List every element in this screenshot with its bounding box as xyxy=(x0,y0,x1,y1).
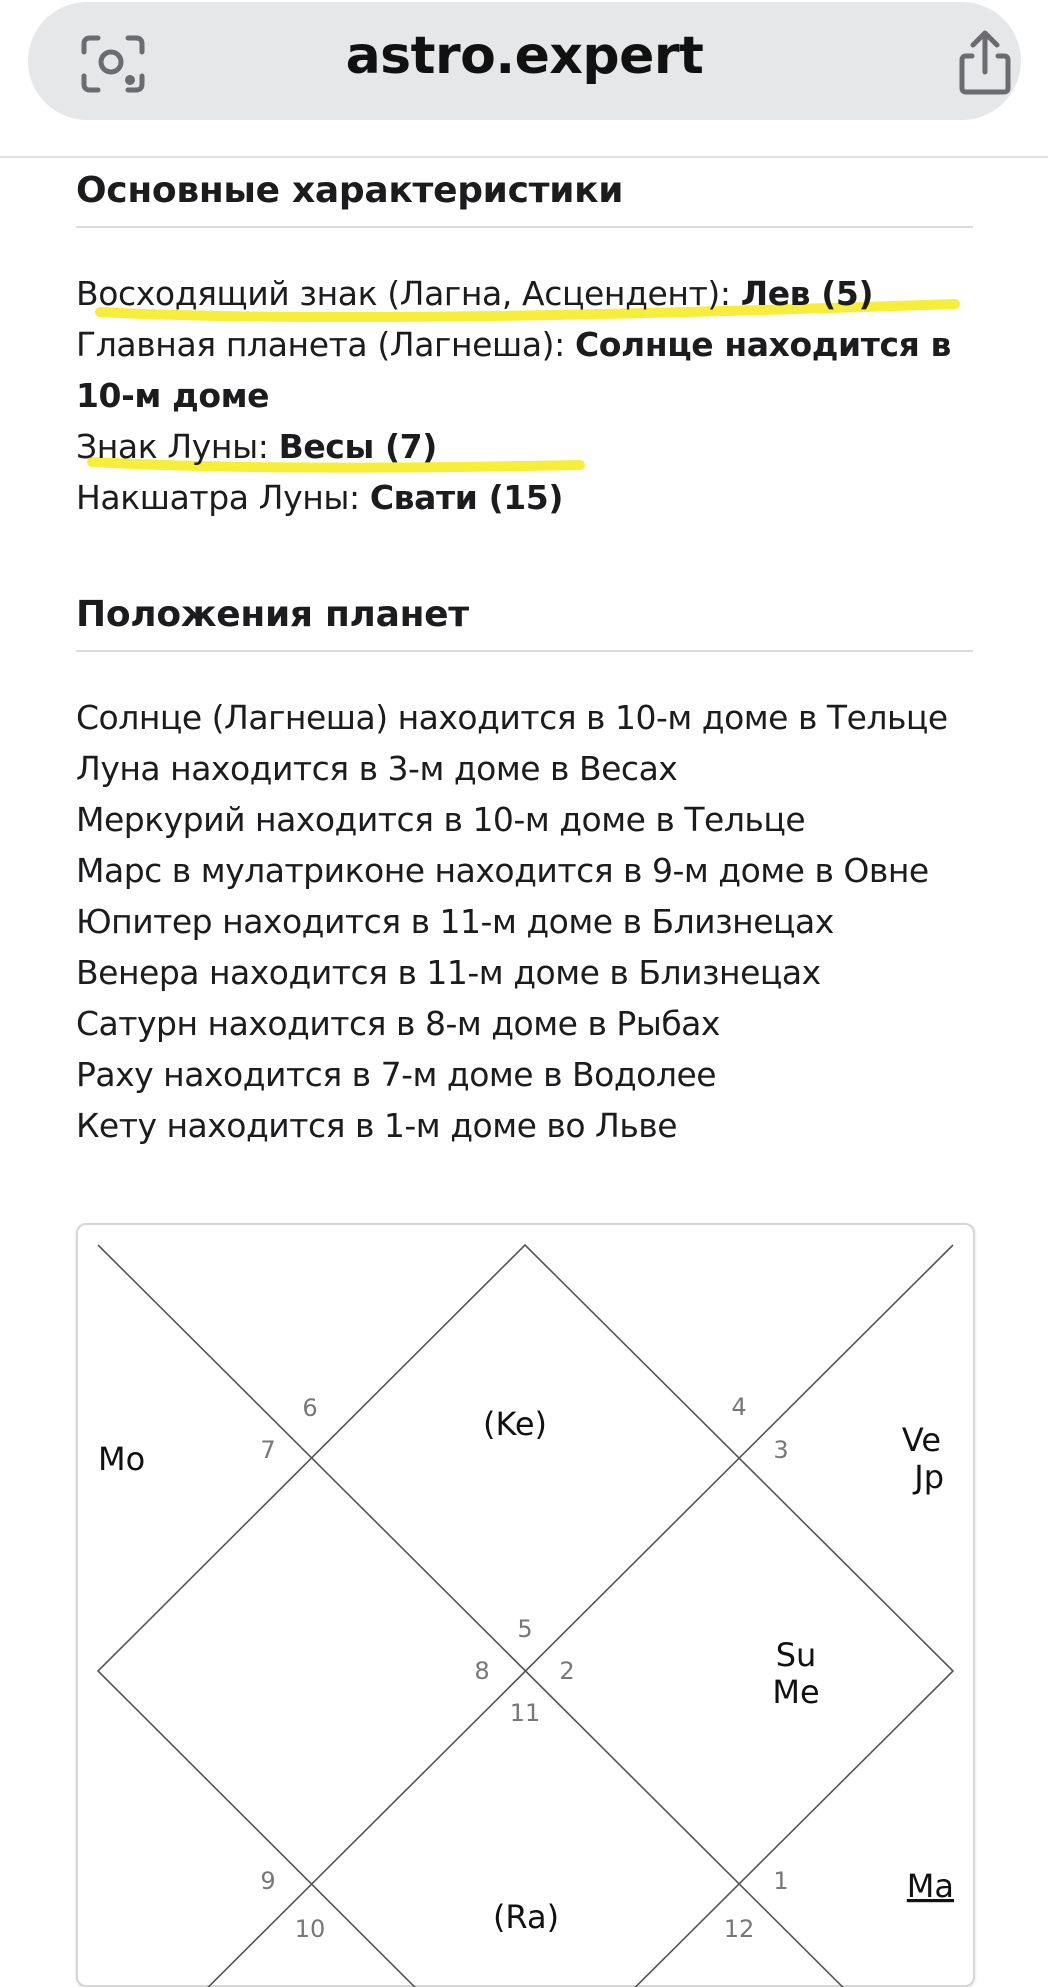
ascendant-label: Восходящий знак (Лагна, Асцендент): xyxy=(76,274,741,313)
address-bar[interactable] xyxy=(28,2,1021,120)
sign-number: 2 xyxy=(559,1657,575,1685)
planet-position-line: Сатурн находится в 8-м доме в Рыбах xyxy=(76,1004,720,1043)
planet-jupiter-label: Jp xyxy=(914,1458,944,1496)
planet-mercury-label: Me xyxy=(772,1673,820,1711)
sign-number: 11 xyxy=(509,1699,541,1727)
characteristics-divider xyxy=(76,226,973,228)
planet-position-line: Луна находится в 3-м доме в Весах xyxy=(76,749,678,788)
share-icon[interactable] xyxy=(950,28,1020,98)
sign-number: 8 xyxy=(474,1657,490,1685)
moon-sign-label: Знак Луны: xyxy=(76,427,279,466)
planet-positions-list xyxy=(76,692,1006,1151)
planet-moon-label: Mo xyxy=(98,1440,146,1478)
sign-number: 6 xyxy=(302,1394,318,1422)
planet-position-line: Раху находится в 7-м доме в Водолее xyxy=(76,1055,717,1094)
planet-venus-label: Ve xyxy=(901,1421,941,1459)
sign-number: 12 xyxy=(723,1915,755,1943)
positions-divider xyxy=(76,650,973,652)
sign-number: 4 xyxy=(731,1393,747,1421)
positions-title: Положения планет xyxy=(76,594,469,635)
sign-number: 9 xyxy=(260,1867,276,1895)
planet-position-line: Марс в мулатриконе находится в 9-м доме в Овне xyxy=(76,851,929,890)
planet-position-line: Юпитер находится в 11-м доме в Близнецах xyxy=(76,902,834,941)
moon-sign-line xyxy=(76,421,976,472)
url-text[interactable]: astro.expert xyxy=(345,26,704,86)
ascendant-value: Лев (5) xyxy=(740,274,874,313)
birth-chart xyxy=(78,1225,973,1985)
ascendant-line xyxy=(76,268,976,319)
nakshatra-value: Свати (15) xyxy=(369,478,564,517)
sign-number: 3 xyxy=(773,1436,789,1464)
planet-position-line: Солнце (Лагнеша) находится в 10-м доме в Тельце xyxy=(76,698,948,737)
sign-number: 1 xyxy=(773,1867,789,1895)
characteristics-title: Основные характеристики xyxy=(76,170,624,211)
planet-position-line: Кету находится в 1-м доме во Льве xyxy=(76,1106,678,1145)
sign-number: 10 xyxy=(294,1915,326,1943)
sign-number: 5 xyxy=(517,1615,533,1643)
planet-position-line: Меркурий находится в 10-м доме в Тельце xyxy=(76,800,806,839)
lord-label: Главная планета (Лагнеша): xyxy=(76,325,575,364)
planet-mars-label[interactable]: Ma xyxy=(906,1867,954,1905)
lord-value: Солнце находится в 10-м доме xyxy=(76,325,952,415)
planet-position-line: Венера находится в 11-м доме в Близнецах xyxy=(76,953,821,992)
sign-number: 7 xyxy=(260,1436,276,1464)
characteristics-list xyxy=(76,268,976,523)
nakshatra-line xyxy=(76,472,976,523)
browser-toolbar xyxy=(0,0,1048,158)
lord-line xyxy=(76,319,976,421)
moon-sign-value: Весы (7) xyxy=(278,427,437,466)
nakshatra-label: Накшатра Луны: xyxy=(76,478,370,517)
planet-sun-label: Su xyxy=(775,1636,817,1674)
planet-ketu-label: (Ke) xyxy=(482,1405,548,1443)
birth-chart-card xyxy=(76,1223,975,1987)
planet-rahu-label: (Ra) xyxy=(492,1898,560,1936)
